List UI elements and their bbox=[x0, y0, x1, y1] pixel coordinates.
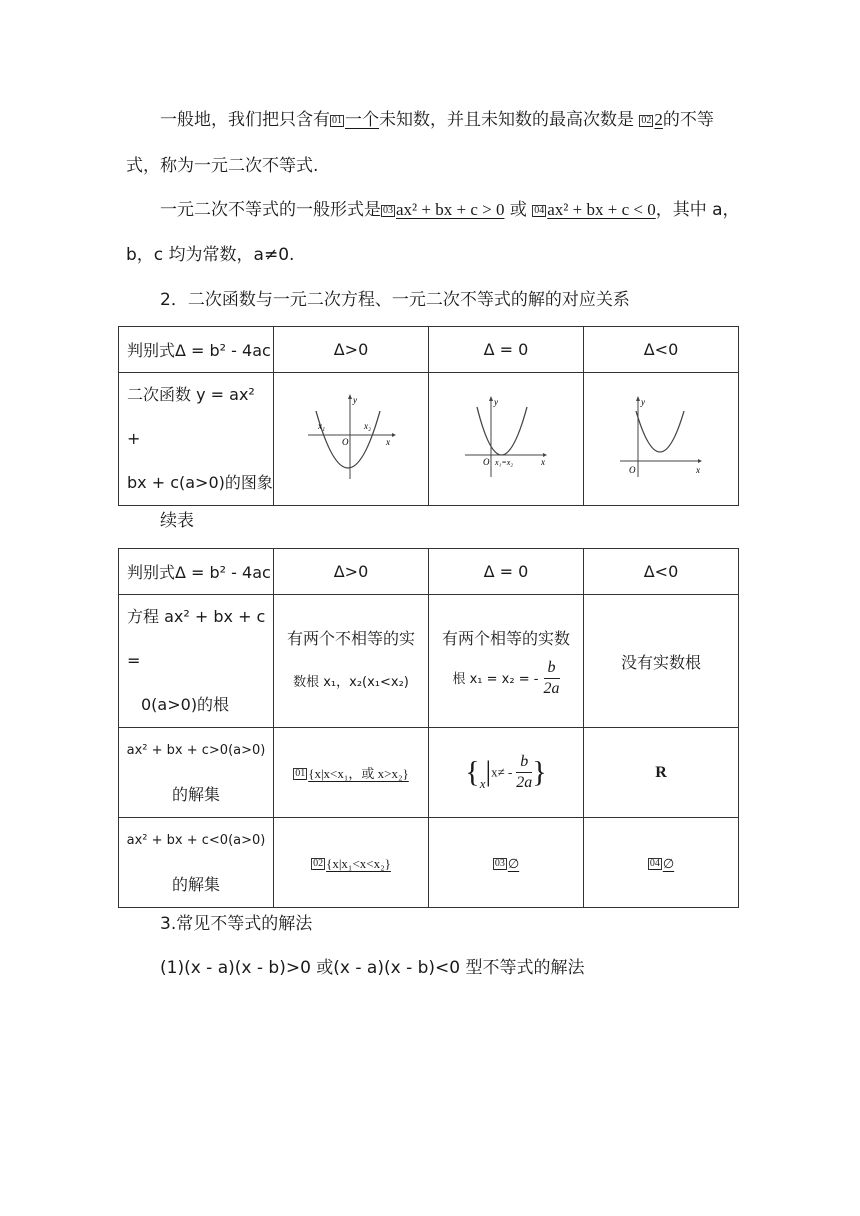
t2-row1-frac-den: 2a bbox=[543, 679, 560, 697]
t2-row1-frac-num: b bbox=[544, 658, 560, 679]
t2-row3-c1-answer bbox=[311, 856, 391, 871]
t2-row2-label-line-1: ax² + bx + c>0(a>0) bbox=[126, 742, 266, 758]
graph3-label-y: y bbox=[641, 397, 645, 407]
table-2 bbox=[118, 548, 739, 908]
t2-row2-c1-number: 01 bbox=[295, 768, 306, 779]
t1-header-negative: Δ<0 bbox=[584, 327, 739, 373]
t2-row1-label-line-1: 方程 ax² + bx + c = bbox=[127, 607, 266, 670]
table-2-gt-solution-row bbox=[119, 728, 739, 818]
graph-one-root-cell bbox=[429, 373, 584, 506]
graph2-label-x: x bbox=[541, 457, 545, 467]
t2-row1-double-root bbox=[429, 595, 584, 728]
t2-row2-two-roots bbox=[274, 728, 429, 818]
table-1-header-row bbox=[119, 327, 739, 373]
blank-2 bbox=[639, 110, 663, 130]
section-3-heading: 3.常见不等式的解法 bbox=[160, 914, 313, 934]
t1-header-discriminant: 判别式Δ = b² - 4ac bbox=[119, 327, 274, 373]
graph2-label-x1-eq-x2: x₁=x₂ bbox=[495, 458, 514, 467]
t2-row2-frac-num: b bbox=[516, 752, 532, 773]
table-2-header-row bbox=[119, 549, 739, 595]
parabola-one-root-graph bbox=[461, 393, 551, 481]
t2-row1-no-roots: 没有实数根 bbox=[584, 595, 739, 728]
graph3-label-x: x bbox=[696, 465, 700, 475]
graph1-label-y: y bbox=[353, 395, 357, 405]
blank-3-answer: ax² + bx + c > 0 bbox=[396, 200, 505, 219]
p1-suffix: 的不等 bbox=[662, 110, 714, 130]
t2-row2-c1-text: {x|x<x₁，或 x>x₂} bbox=[308, 766, 409, 781]
t2-row2-label-line-2: 的解集 bbox=[171, 784, 220, 804]
graph1-label-x2: x₂ bbox=[364, 421, 372, 431]
t1-header-zero: Δ = 0 bbox=[429, 327, 584, 373]
section-3-subheading: (1)(x - a)(x - b)>0 或(x - a)(x - b)<0 型不等式的解法 bbox=[160, 958, 585, 978]
blank-number-01: 01 bbox=[332, 115, 342, 126]
t2-row3-no-roots bbox=[584, 818, 739, 908]
blank-number-03: 03 bbox=[383, 205, 393, 216]
t2-row3-c2-number: 03 bbox=[494, 858, 505, 869]
section-2-heading: 2．二次函数与一元二次方程、一元二次不等式的解的对应关系 bbox=[160, 290, 630, 310]
t2-row1-label-line-2: 0(a>0)的根 bbox=[141, 695, 230, 714]
set-bar: | bbox=[485, 756, 492, 788]
paragraph-1-line-1 bbox=[160, 108, 714, 132]
t2-row2-set-var: x bbox=[479, 776, 486, 792]
t2-row3-two-roots bbox=[274, 818, 429, 908]
t2-row3-c1-number: 02 bbox=[313, 858, 324, 869]
blank-4-answer: ax² + bx + c < 0 bbox=[547, 200, 656, 219]
paragraph-2-line-2: b，c 均为常数，a≠0. bbox=[126, 245, 295, 265]
blank-1-answer: 一个 bbox=[345, 110, 379, 130]
blank-2-answer: 2 bbox=[654, 110, 663, 129]
right-brace: } bbox=[532, 755, 547, 789]
graph1-label-origin: O bbox=[342, 437, 349, 447]
t2-header-zero: Δ = 0 bbox=[429, 549, 584, 595]
t2-row1-c1-line-1: 有两个不相等的实 bbox=[286, 629, 415, 648]
t2-row2-c1-answer bbox=[293, 766, 409, 781]
t2-row1-fraction bbox=[544, 658, 560, 699]
graph3-label-origin: O bbox=[629, 465, 636, 475]
t2-row3-label-line-1: ax² + bx + c<0(a>0) bbox=[126, 832, 266, 848]
t2-row3-label bbox=[119, 818, 274, 908]
table-2-roots-row bbox=[119, 595, 739, 728]
t2-row1-label bbox=[119, 595, 274, 728]
t2-row1-c2-line-2 bbox=[429, 658, 583, 699]
t1-row-label-line-1: 二次函数 y = ax² + bbox=[127, 385, 255, 448]
t2-row3-double-root bbox=[429, 818, 584, 908]
graph2-label-y: y bbox=[494, 397, 498, 407]
graph1-label-x1: x₁ bbox=[318, 421, 326, 431]
paragraph-2-line-1 bbox=[160, 198, 740, 222]
blank-3 bbox=[381, 200, 504, 220]
t2-header-negative: Δ<0 bbox=[584, 549, 739, 595]
table-2-lt-solution-row bbox=[119, 818, 739, 908]
parabola-no-root-graph bbox=[616, 393, 706, 481]
blank-4 bbox=[532, 200, 655, 220]
t2-row1-c1-line-2: 数根 x₁，x₂(x₁<x₂) bbox=[293, 675, 409, 690]
blank-number-04: 04 bbox=[534, 205, 545, 216]
table-1 bbox=[118, 326, 739, 506]
t2-row2-double-root bbox=[429, 728, 584, 818]
t2-row3-c3-number: 04 bbox=[649, 858, 660, 869]
t1-row-label bbox=[119, 373, 274, 506]
p2-prefix: 一元二次不等式的一般形式是 bbox=[160, 200, 381, 220]
continued-table-label: 续表 bbox=[160, 511, 194, 531]
t2-row1-c2-line-1: 有两个相等的实数 bbox=[441, 628, 570, 648]
t2-row3-c2-text: ∅ bbox=[507, 856, 520, 871]
graph2-label-origin: O bbox=[483, 457, 490, 467]
t2-row3-c3-answer bbox=[648, 856, 674, 871]
paragraph-1-line-2: 式，称为一元二次不等式. bbox=[126, 156, 319, 176]
t1-header-positive: Δ>0 bbox=[274, 327, 429, 373]
t2-row3-c2-answer bbox=[493, 856, 519, 871]
graph-no-root-cell bbox=[584, 373, 739, 506]
graph1-label-x: x bbox=[386, 437, 390, 447]
t2-row3-label-line-2: 的解集 bbox=[171, 874, 220, 894]
table-1-graph-row bbox=[119, 373, 739, 506]
t2-row3-c3-text: ∅ bbox=[662, 856, 675, 871]
p1-prefix: 一般地，我们把只含有 bbox=[160, 110, 330, 130]
t2-header-discriminant: 判别式Δ = b² - 4ac bbox=[119, 549, 274, 595]
t2-row2-label bbox=[119, 728, 274, 818]
t2-row2-fraction bbox=[516, 752, 532, 793]
p1-middle: 未知数，并且未知数的最高次数是 bbox=[379, 110, 634, 130]
parabola-two-roots-graph bbox=[306, 393, 396, 481]
t1-row-label-line-2: bx + c(a>0)的图象 bbox=[127, 473, 273, 492]
left-brace: { bbox=[465, 755, 480, 789]
t2-header-positive: Δ>0 bbox=[274, 549, 429, 595]
t2-row1-c2-prefix: 根 x₁ = x₂ = - bbox=[452, 671, 539, 687]
p2-suffix: ，其中 a， bbox=[655, 200, 740, 220]
p2-or: 或 bbox=[509, 200, 527, 220]
t2-row2-frac-den: 2a bbox=[516, 774, 533, 791]
blank-1 bbox=[330, 110, 379, 130]
t2-row2-all-reals: R bbox=[584, 728, 739, 818]
graph-two-roots-cell bbox=[274, 373, 429, 506]
t2-row3-c1-text: {x|x₁<x<x₂} bbox=[326, 856, 391, 871]
blank-number-02: 02 bbox=[641, 115, 652, 126]
t2-row2-condition: x≠ - bbox=[491, 764, 513, 780]
t2-row1-two-roots bbox=[274, 595, 429, 728]
